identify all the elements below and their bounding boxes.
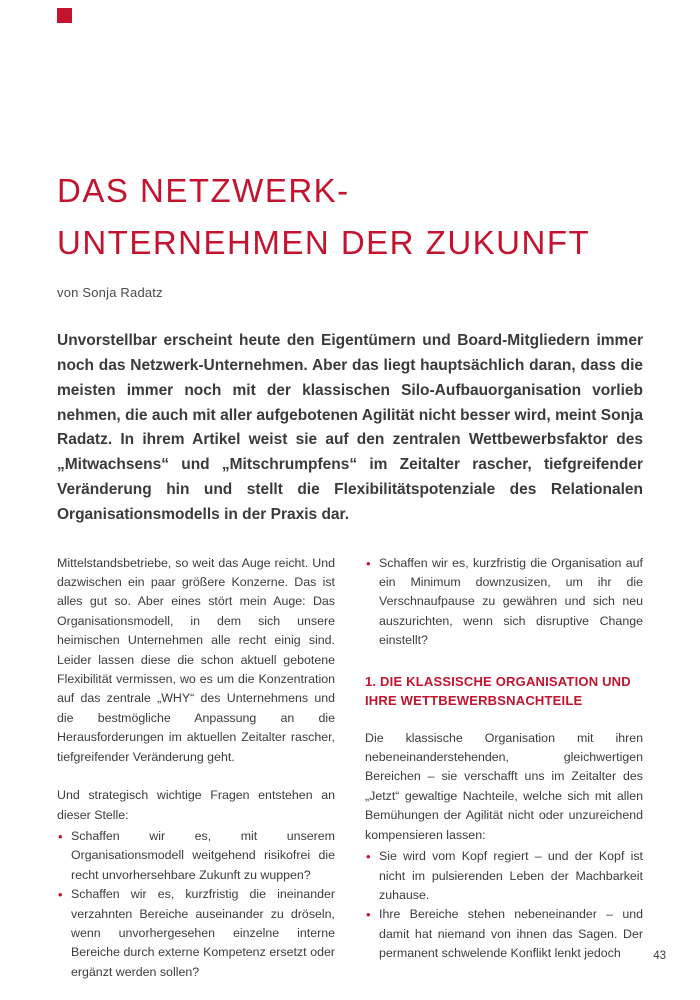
section-heading: 1. DIE KLASSISCHE ORGANISATION UND IHRE WETTBEWERBSNACHTEILE xyxy=(365,673,631,709)
article-title xyxy=(57,165,643,269)
bullet-item: • Sie wird vom Kopf regiert – und der Kopf ist nicht im pulsierenden Leben der Machbarkeit zuhause. xyxy=(365,847,643,905)
bullet-item: • Schaffen wir es, mit unserem Organisationsmodell weitgehend risikofrei die recht unvorhersehbare Zukunft zu wuppen? xyxy=(57,827,335,885)
article-columns xyxy=(57,554,643,983)
column-left xyxy=(57,554,335,983)
body-paragraph: Die klassische Organisation mit ihren nebeneinanderstehenden, gleichwertigen Bereichen – sie verschafft uns im Zeitalter des „Jetzt“ gewaltige Nachteile, welche sich mit allen Bemühungen der Agilität nicht oder unzureichend kompensieren lassen: xyxy=(365,730,643,842)
body-paragraph: Mittelstandsbetriebe, so weit das Auge reicht. Und dazwischen ein paar größere Konzerne. Das ist alles gut so. Aber eines stört mein Auge: Das Organisationsmodell, in dem sich unsere heimischen Unternehmen alle recht einig sind. Leider lassen diese die schon aktuell gebotene Flexibilität vermissen, wo es um die Konzentration auf das zentrale „WHY“ des Unternehmens und die bestmögliche Anpassung an die Herausforderungen im aktuellen Zeitalter rascher, tiefgreifender Veränderung geht. xyxy=(57,555,335,764)
bullet-list xyxy=(365,847,643,963)
column-right xyxy=(365,554,643,983)
bullet-list xyxy=(365,554,643,651)
article-title-line1: DAS NETZWERK- xyxy=(57,172,350,209)
byline: von Sonja Radatz xyxy=(57,285,163,301)
bullet-item: • Schaffen wir es, kurzfristig die Organisation auf ein Minimum downzusizen, um ihr die Verschnaufpause zu gewähren und sich neu auszurichten, wenn sich disruptive Change einstellt? xyxy=(365,554,643,651)
intro-paragraph: Unvorstellbar erscheint heute den Eigentümern und Board-Mitgliedern immer noch das Netzwerk-Unternehmen. Aber das liegt hauptsächlich daran, dass die meisten immer noch mit der klassischen Silo-Aufbauorganisation vorlieb nehmen, die auch mit aller aufgebotenen Agilität nicht besser wird, meint Sonja Radatz. In ihrem Artikel weist sie auf den zentralen Wettbewerbsfaktor des „Mitwachsens“ und „Mitschrumpfens“ im Zeitalter rascher, tiefgreifender Veränderung hin und stellt die Flexibilitätspotenziale des Relationalen Organisationsmodells in der Praxis dar. xyxy=(57,332,643,523)
article-title-line2: UNTERNEHMEN DER ZUKUNFT xyxy=(57,224,591,262)
page-marker-square xyxy=(57,8,72,23)
body-paragraph: Und strategisch wichtige Fragen entstehen an dieser Stelle: xyxy=(57,788,335,822)
bullet-item: • Schaffen wir es, kurzfristig die ineinander verzahnten Bereiche auseinander zu dröseln, wenn unvorhergesehen einzelne interne Bereiche durch externe Kompetenz ersetzt oder ergänzt werden sollen? xyxy=(57,885,335,982)
bullet-item: • Ihre Bereiche stehen nebeneinander – und damit hat niemand von ihnen das Sagen. Der permanent schwelende Konflikt lenkt jedoch xyxy=(365,905,643,963)
bullet-list xyxy=(57,827,335,982)
page-number: 43 xyxy=(653,950,666,962)
